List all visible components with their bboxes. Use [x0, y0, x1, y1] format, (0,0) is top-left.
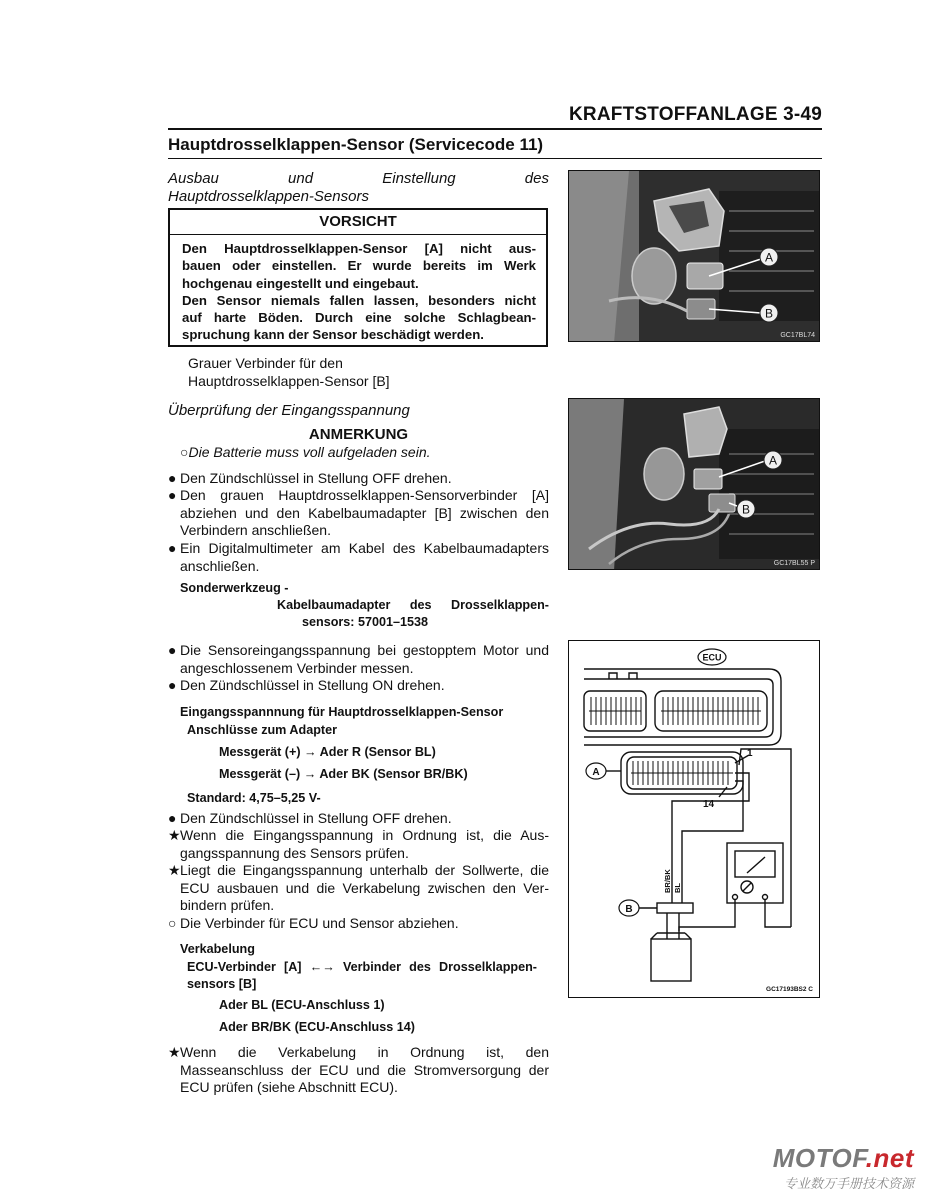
- star-marker: ★: [168, 1044, 181, 1060]
- diagram-pin-1: 1: [747, 748, 753, 759]
- step-item: [168, 810, 549, 828]
- wiring-line: ECU-Verbinder [A] ←→ Verbinder des Drosselklappen-: [187, 960, 537, 974]
- special-tool-label: Sonderwerkzeug -: [180, 581, 289, 595]
- circle-marker: ○: [180, 444, 189, 460]
- note-title: ANMERKUNG: [308, 426, 409, 443]
- caution-line: auf harte Böden. Durch eine solche Schlagbean-: [182, 310, 536, 326]
- caution-line: bauen oder einstellen. Er wurde bereits im Werk: [182, 258, 536, 274]
- diagram-pin-14: 14: [703, 799, 715, 810]
- step-item: [168, 862, 549, 916]
- step-text: Ein Digitalmultimeter am Kabel des Kabelbaumadapters anschließen.: [180, 540, 549, 574]
- connector-caption-line: Hauptdrosselklappen-Sensor [B]: [188, 372, 390, 389]
- diagram-wire-bl: BL: [673, 883, 682, 893]
- step-text: Den Zündschlüssel in Stellung OFF drehen.: [180, 470, 452, 486]
- header-rule: [168, 128, 822, 130]
- watermark-logo-text: [773, 1143, 914, 1174]
- step-item: [168, 827, 549, 863]
- step-item: [168, 540, 549, 576]
- special-tool-line: sensors: 57001–1538: [302, 615, 429, 629]
- caution-text: [182, 240, 536, 344]
- watermark-logo: [760, 1143, 920, 1197]
- wiring-bl: Ader BL (ECU-Anschluss 1): [219, 998, 385, 1012]
- diagram-label-b: B: [625, 904, 633, 915]
- section-title: Hauptdrosselklappen-Sensor (Servicecode 11): [168, 135, 544, 154]
- step-item: [168, 677, 549, 695]
- diagram-code: GC17193BS2 C: [766, 986, 813, 993]
- step-text: Den grauen Hauptdrosselklappen-Sensorverbinder [A] abziehen und den Kabelbaumadapter [B] zwischen den Verbindern anschließen.: [180, 487, 549, 538]
- circle-marker: ○: [168, 915, 177, 931]
- wiring-brbk: Ader BR/BK (ECU-Anschluss 14): [219, 1020, 415, 1034]
- bullet-marker: ●: [168, 470, 177, 486]
- bullet-marker: ●: [168, 540, 177, 556]
- bullet-marker: ●: [168, 677, 177, 693]
- wiring-diagram: [568, 640, 820, 998]
- wiring-diagram-image: [569, 641, 821, 999]
- special-tool-line: Kabelbaumadapter des Drosselklappen-: [277, 598, 549, 612]
- spec-meter-plus: Messgerät (+) → Ader R (Sensor BL): [219, 745, 436, 759]
- step-item: [168, 642, 549, 678]
- star-marker: ★: [168, 827, 181, 843]
- step-text: Die Sensoreingangsspannung bei gestopptem Motor und angeschlossenem Verbinder messen.: [180, 642, 549, 676]
- page-header-chapter: KRAFTSTOFFANLAGE 3-49: [569, 104, 822, 125]
- photo2-code: GC17BL55 P: [773, 560, 815, 567]
- connector-caption: [188, 355, 548, 390]
- step-text: Wenn die Eingangsspannung in Ordnung ist, die Aus-gangsspannung des Sensors prüfen.: [180, 827, 549, 861]
- photo2-label-b: B: [741, 502, 751, 517]
- connector-caption-line: Grauer Verbinder für den: [188, 355, 343, 371]
- photo1-label-b: B: [764, 306, 774, 321]
- removal-heading-line1: Ausbau und Einstellung des: [168, 170, 549, 187]
- star-marker: ★: [168, 862, 181, 878]
- diagram-label-a: A: [592, 767, 600, 778]
- watermark-logo-main: MOTOF: [772, 1143, 866, 1173]
- note-item: [180, 444, 550, 461]
- caution-line: spruchung kann der Sensor beschädigt werden.: [182, 327, 484, 343]
- spec-subtitle: Anschlüsse zum Adapter: [187, 723, 337, 737]
- input-check-heading: Überprüfung der Eingangsspannung: [168, 402, 410, 419]
- watermark-tagline: 专业数万手册技术资源: [783, 1176, 914, 1191]
- spec-title: Eingangsspannnung für Hauptdrosselklappen-Sensor: [180, 705, 504, 719]
- photo2-label-a: A: [768, 453, 778, 468]
- wiring-line: sensors [B]: [187, 977, 257, 991]
- note-text: Die Batterie muss voll aufgeladen sein.: [188, 444, 431, 460]
- photo1-label-a: A: [764, 250, 774, 265]
- caution-line: hochgenau eingestellt und eingebaut.: [182, 275, 419, 291]
- step-text: Die Verbinder für ECU und Sensor abziehen.: [180, 915, 459, 931]
- spec-standard: Standard: 4,75–5,25 V-: [187, 791, 321, 805]
- step-text: Wenn die Verkabelung in Ordnung ist, den Masseanschluss der ECU und die Stromversorgung der ECU prüfen (siehe Abschnitt ECU).: [180, 1044, 549, 1095]
- photo-adapter-connection: [568, 398, 820, 570]
- step-item: [168, 470, 549, 488]
- watermark-logo-accent: .net: [865, 1143, 914, 1173]
- step-item: [168, 487, 549, 541]
- caution-line: Den Hauptdrosselklappen-Sensor [A] nicht aus-: [182, 241, 536, 256]
- step-text: Den Zündschlüssel in Stellung OFF drehen.: [180, 810, 452, 826]
- bullet-marker: ●: [168, 487, 177, 503]
- photo-throttle-sensor: [568, 170, 820, 342]
- step-text: Den Zündschlüssel in Stellung ON drehen.: [180, 677, 445, 693]
- spec-meter-minus: Messgerät (–) → Ader BK (Sensor BR/BK): [219, 767, 468, 781]
- photo-adapter-connection-image: [569, 399, 820, 570]
- caution-box: [168, 208, 548, 347]
- bullet-marker: ●: [168, 642, 177, 658]
- removal-heading-line2: Hauptdrosselklappen-Sensors: [168, 188, 369, 205]
- step-item: [168, 1044, 549, 1098]
- bullet-marker: ●: [168, 810, 177, 826]
- step-item: [168, 915, 549, 933]
- wiring-title: Verkabelung: [180, 942, 255, 956]
- caution-line: Den Sensor niemals fallen lassen, besonders nicht: [182, 292, 536, 308]
- title-rule: [168, 158, 822, 159]
- diagram-ecu-label: ECU: [702, 652, 722, 663]
- step-text: Liegt die Eingangsspannung unterhalb der Sollwerte, die ECU ausbauen und die Verkabelung zwischen den Ver-bindern prüfen.: [180, 862, 549, 913]
- photo-throttle-sensor-image: [569, 171, 820, 342]
- photo1-code: GC17BL74: [780, 332, 815, 339]
- caution-title: VORSICHT: [170, 210, 546, 235]
- diagram-wire-brbk: BR/BK: [663, 869, 672, 893]
